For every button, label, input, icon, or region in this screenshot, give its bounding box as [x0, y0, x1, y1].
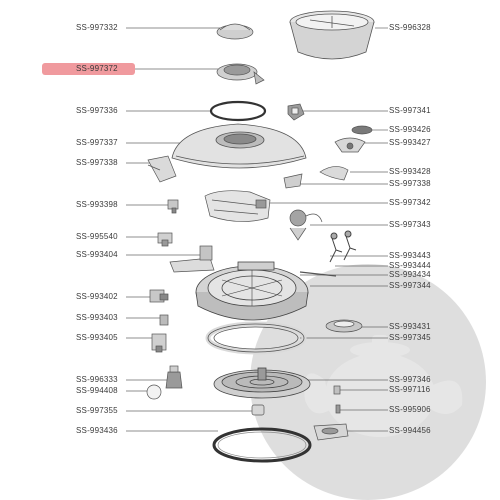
- part-label-highlighted[interactable]: SS-997372: [76, 64, 118, 73]
- ring-clamp-part: [326, 320, 362, 332]
- part-label[interactable]: SS-994456: [389, 426, 431, 435]
- part-label[interactable]: SS-997116: [389, 385, 431, 394]
- ball-part: [147, 385, 161, 399]
- spring-clips-part: [330, 231, 356, 262]
- small-terminal-part: [160, 315, 168, 325]
- lid-dome-part: [172, 124, 306, 168]
- part-label[interactable]: SS-995906: [389, 405, 431, 414]
- spacer-part: [252, 405, 264, 415]
- part-label[interactable]: SS-997338: [76, 158, 118, 167]
- part-label[interactable]: SS-993426: [389, 125, 431, 134]
- part-label[interactable]: SS-993403: [76, 313, 118, 322]
- lid-gasket-ring: [211, 102, 265, 120]
- part-label[interactable]: SS-996333: [76, 375, 118, 384]
- knob-part: [166, 366, 182, 388]
- part-label[interactable]: SS-997345: [389, 333, 431, 342]
- part-label[interactable]: SS-997355: [76, 406, 118, 415]
- part-label[interactable]: SS-993404: [76, 250, 118, 259]
- part-label[interactable]: SS-997344: [389, 281, 431, 290]
- part-label[interactable]: SS-993402: [76, 292, 118, 301]
- part-label[interactable]: SS-997342: [389, 198, 431, 207]
- mounting-bracket-part: [170, 246, 214, 272]
- pressure-valve-part: [288, 104, 304, 120]
- part-label[interactable]: SS-993444: [389, 261, 431, 270]
- part-label[interactable]: SS-996328: [389, 23, 431, 32]
- part-label[interactable]: SS-993431: [389, 322, 431, 331]
- base-housing-part: [196, 262, 308, 320]
- microswitch-part: [158, 233, 172, 246]
- part-label[interactable]: SS-997336: [76, 106, 118, 115]
- part-label[interactable]: SS-993427: [389, 138, 431, 147]
- part-label[interactable]: SS-997341: [389, 106, 431, 115]
- part-label[interactable]: SS-995540: [76, 232, 118, 241]
- connector-part: [168, 200, 178, 213]
- pot-bowl-part: [290, 11, 374, 59]
- highlighted-part-label-bg: [42, 63, 135, 75]
- valve-cap-part: [217, 24, 253, 39]
- part-label[interactable]: SS-997343: [389, 220, 431, 229]
- wiring-harness-part: [205, 191, 270, 222]
- part-label[interactable]: SS-993434: [389, 270, 431, 279]
- part-label[interactable]: SS-993405: [76, 333, 118, 342]
- part-label[interactable]: SS-993398: [76, 200, 118, 209]
- part-label[interactable]: SS-997346: [389, 375, 431, 384]
- float-valve-part: [335, 126, 372, 152]
- part-label[interactable]: SS-993436: [76, 426, 118, 435]
- lid-clip-right-part: [284, 166, 348, 188]
- part-label[interactable]: SS-997338: [389, 179, 431, 188]
- lid-clip-left-part: [148, 156, 176, 182]
- part-label[interactable]: SS-994408: [76, 386, 118, 395]
- seal-holder-part: [217, 64, 264, 84]
- part-label[interactable]: SS-993443: [389, 251, 431, 260]
- relay-part: [152, 334, 166, 352]
- thermal-fuse-part: [150, 290, 168, 302]
- left-leader-lines: [126, 28, 252, 431]
- part-label[interactable]: SS-997337: [76, 138, 118, 147]
- part-label[interactable]: SS-997332: [76, 23, 118, 32]
- part-label[interactable]: SS-993428: [389, 167, 431, 176]
